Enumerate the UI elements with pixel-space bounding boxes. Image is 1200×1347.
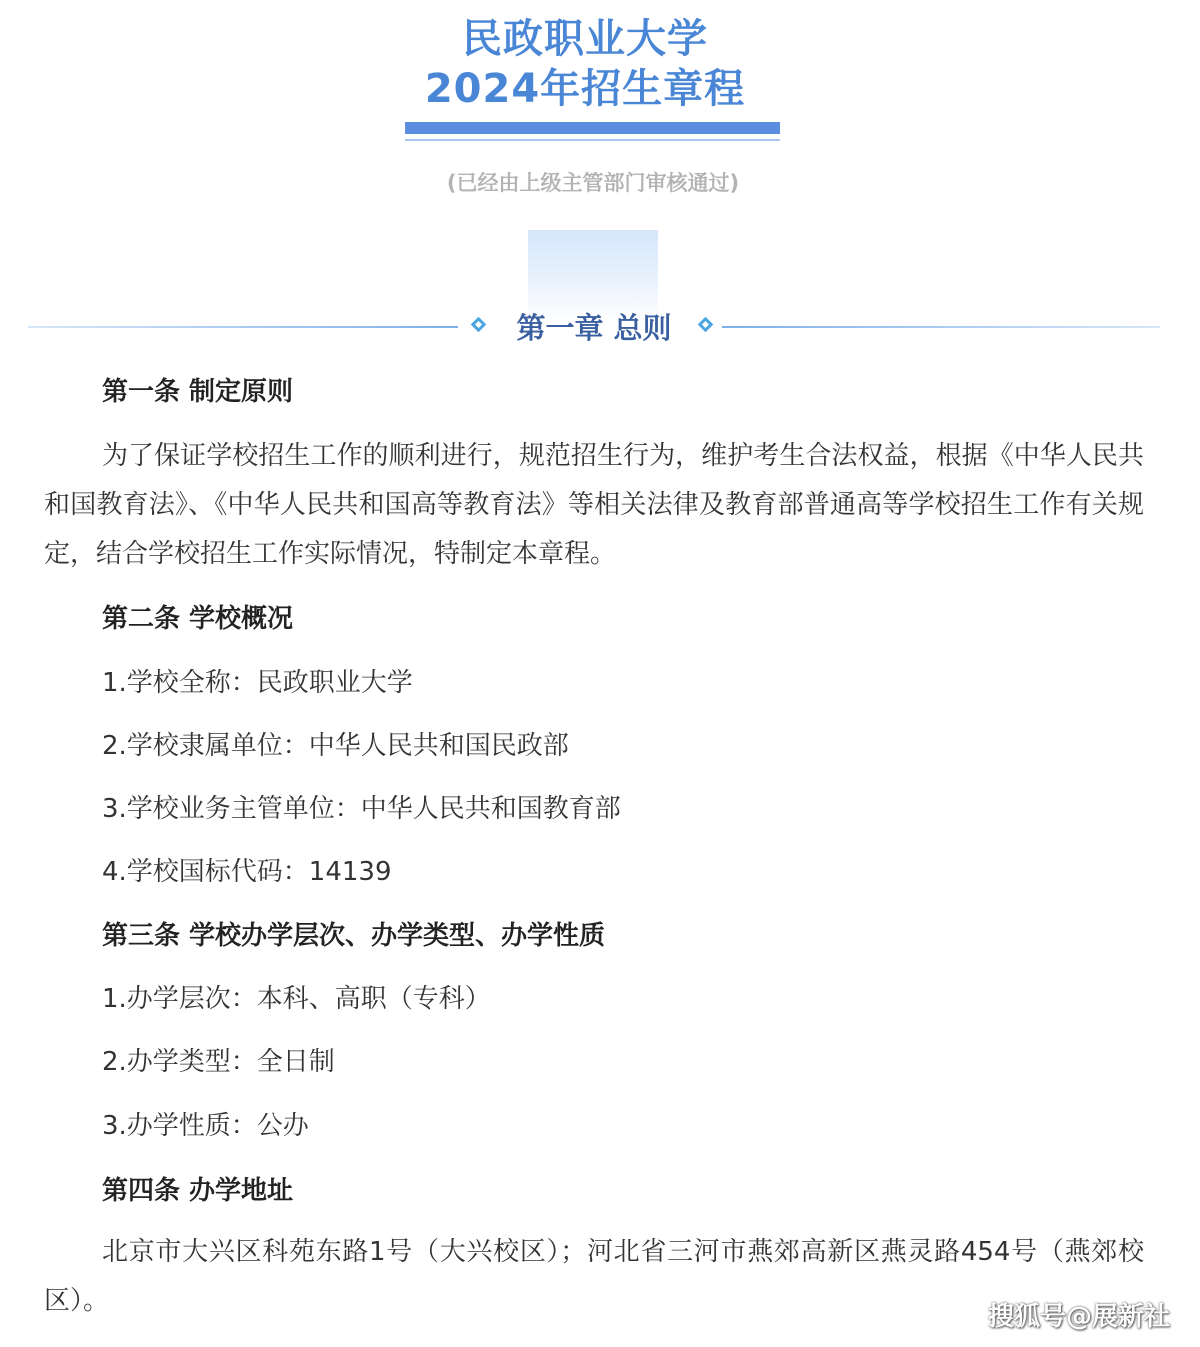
source-watermark: 搜狐号@展新社 (987, 1302, 1170, 1332)
chapter-title: 第一章 总则 (516, 311, 672, 345)
title-line-charter: 2024年招生章程 (424, 66, 746, 112)
list-item: 2.学校隶属单位：中华人民共和国民政部 (102, 731, 569, 761)
list-item: 3.学校业务主管单位：中华人民共和国教育部 (102, 794, 621, 824)
list-item: 2.办学类型：全日制 (102, 1047, 335, 1077)
article-heading-3: 第三条 学校办学层次、办学类型、办学性质 (102, 921, 606, 951)
title-underline-thick (405, 122, 780, 134)
approval-note: (已经由上级主管部门审核通过) (446, 171, 740, 195)
list-item: 1.办学层次：本科、高职（专科） (102, 984, 491, 1014)
document-title (0, 14, 1170, 114)
chapter-rule-left (28, 326, 458, 328)
article-paragraph-1: 为了保证学校招生工作的顺利进行，规范招生行为，维护考生合法权益，根据《中华人民共和国教育法》、《中华人民共和国高等教育法》等相关法律及教育部普通高等学校招生工作有关规定，结合学校招生工作实际情况，特制定本章程。 (44, 441, 1144, 569)
article-heading-2: 第二条 学校概况 (102, 604, 294, 634)
title-line-school: 民政职业大学 (462, 16, 708, 62)
list-item: 4.学校国标代码：14139 (102, 857, 392, 887)
list-item: 3.办学性质：公办 (102, 1111, 309, 1141)
chapter-rule-right (722, 326, 1160, 328)
title-underline-thin (405, 139, 780, 141)
list-item: 1.学校全称：民政职业大学 (102, 668, 413, 698)
article-heading-4: 第四条 办学地址 (102, 1176, 294, 1206)
article-paragraph-4: 北京市大兴区科苑东路1号（大兴校区）；河北省三河市燕郊高新区燕灵路454号（燕郊校区）。 (44, 1237, 1144, 1316)
diamond-right-icon (698, 317, 714, 333)
diamond-left-icon (471, 317, 487, 333)
article-heading-1: 第一条 制定原则 (102, 377, 294, 407)
